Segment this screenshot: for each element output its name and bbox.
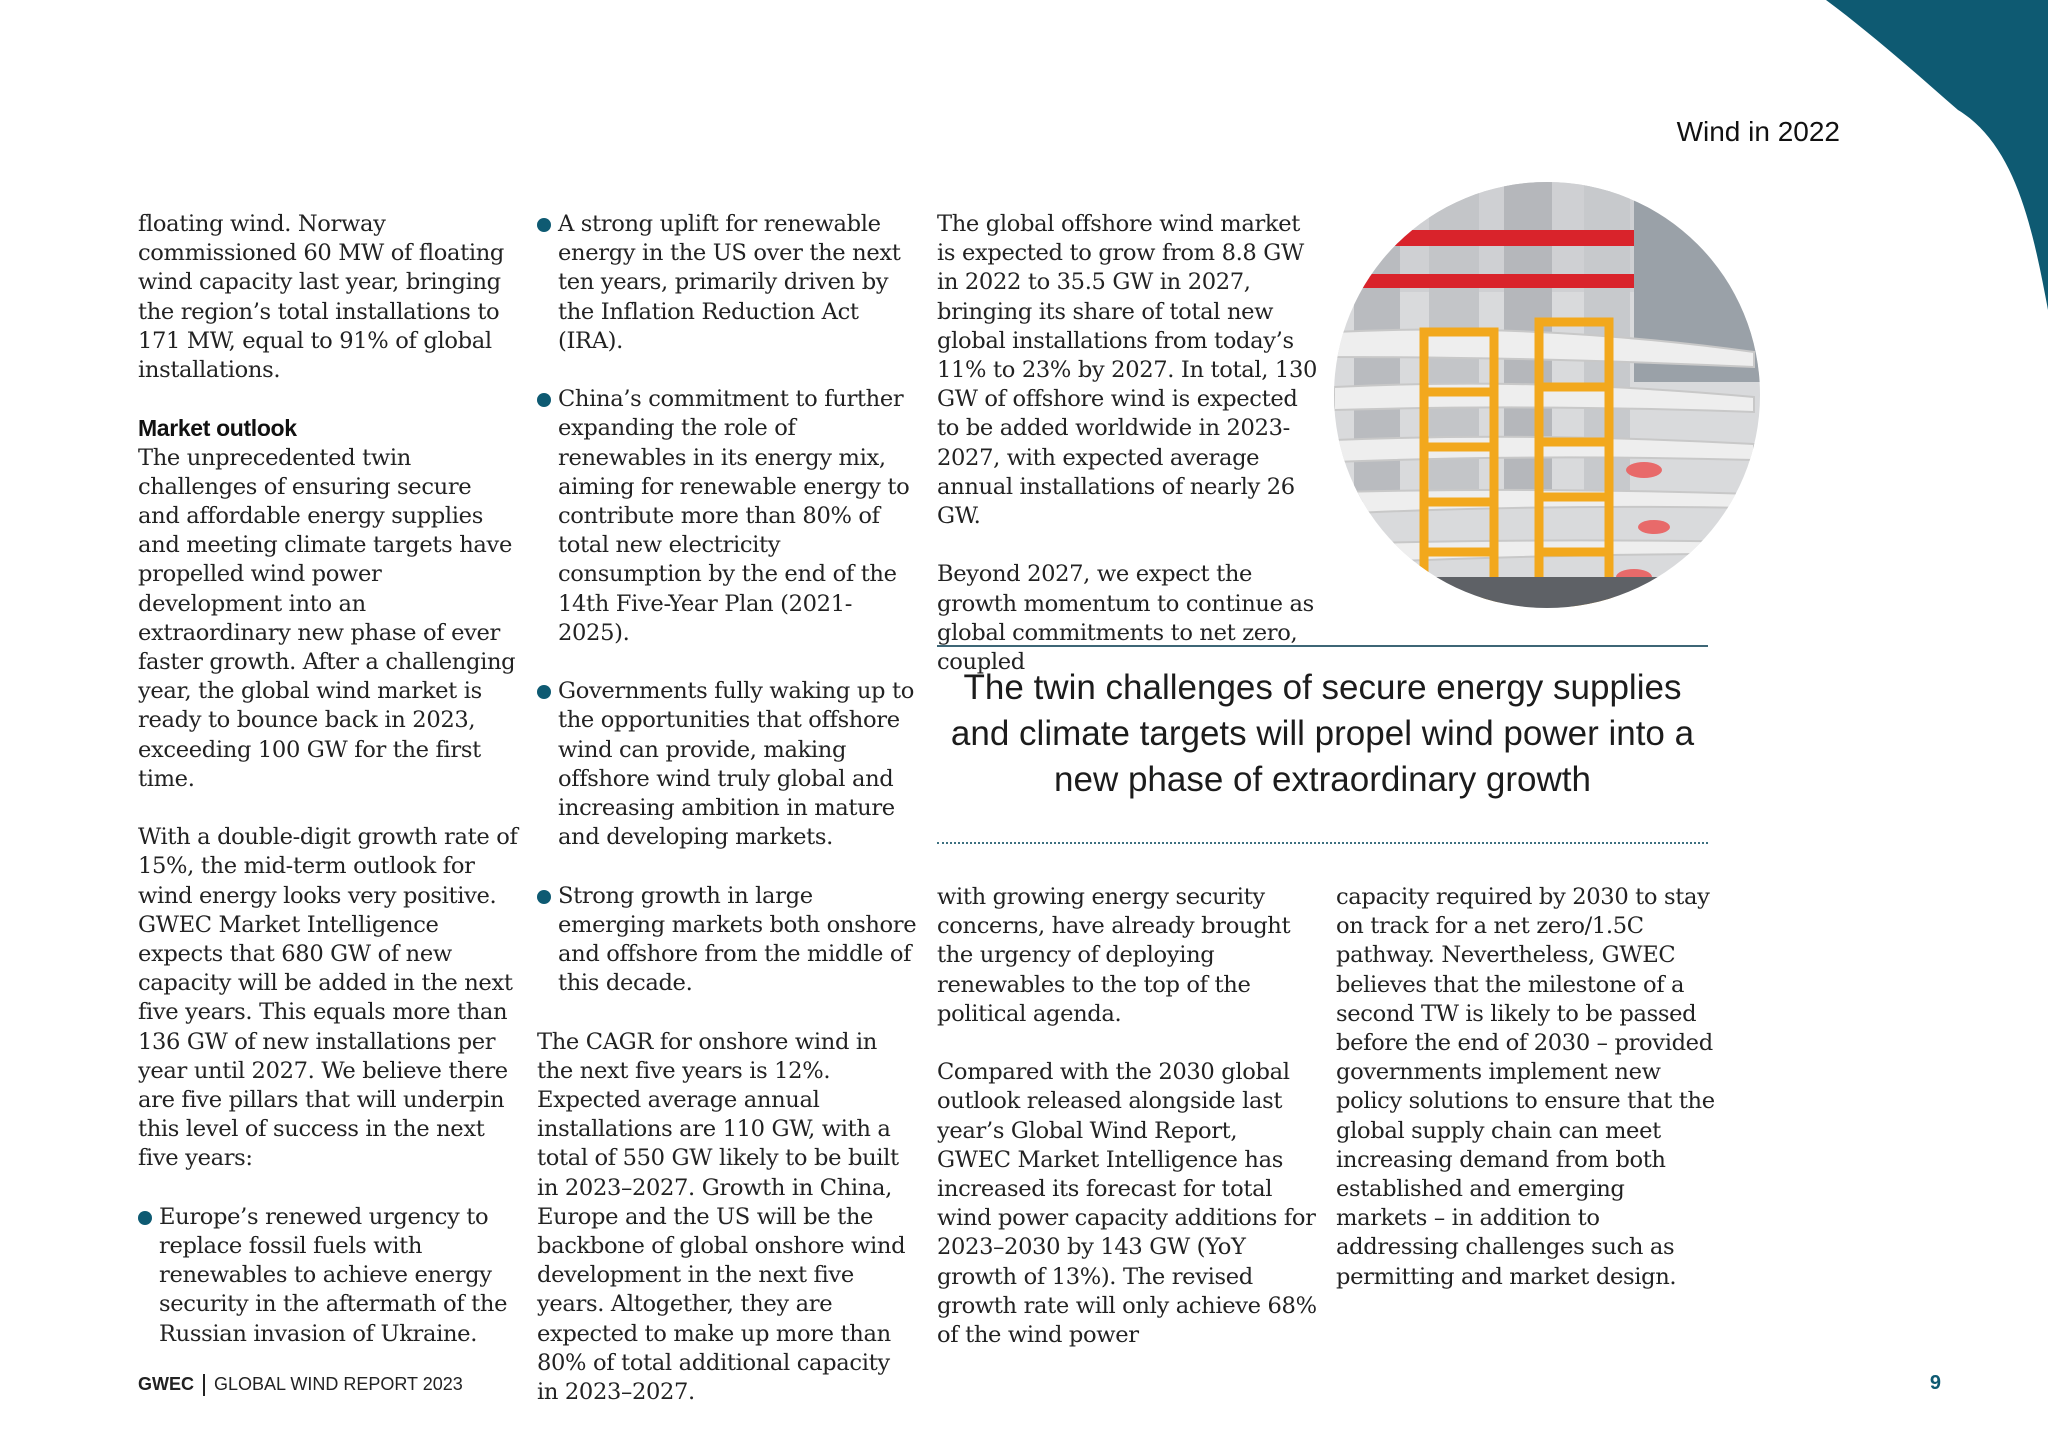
bullet-list [537, 210, 917, 998]
section-title: Wind in 2022 [1676, 116, 1840, 147]
quote-divider-top [937, 645, 1708, 647]
paragraph: Beyond 2027, we expect the growth momentum to continue as global commitments to net zero, coupled [937, 561, 1314, 676]
paragraph: The global offshore wind market is expected to grow from 8.8 GW in 2022 to 35.5 GW in 2027, bringing its share of total new global installations from today’s 11% to 23% by 2027. In total, 130 GW of offshore wind is expected to be added worldwide in 2023-2027, with expected average annual installations of nearly 26 GW. [937, 211, 1317, 530]
bullet-item: Governments fully waking up to the opportunities that offshore wind can provide, making offshore wind truly global and increasing ambition in mature and developing markets. [537, 677, 917, 852]
bullet-list [138, 1203, 518, 1349]
bullet-item: Europe’s renewed urgency to replace fossil fuels with renewables to achieve energy security in the aftermath of the Russian invasion of Ukraine. [138, 1203, 518, 1349]
pull-quote: The twin challenges of secure energy supplies and climate targets will propel wind power into a new phase of extraordinary growth [950, 668, 1695, 799]
paragraph: The CAGR for onshore wind in the next five years is 12%. Expected average annual installations are 110 GW, with a total of 550 GW likely to be built in 2023–2027. Growth in China, Europe and the US will be the backbone of global onshore wind development in the next five years. Altogether, they are expected to make up more than 80% of total additional capacity in 2023–2027. [537, 1028, 906, 1406]
text-column-1 [138, 210, 518, 1378]
bullet-item: China’s commitment to further expanding the role of renewables in its energy mix, aiming for renewable energy to contribute more than 80% of total new electricity consumption by the end of the 14th Five-Year Plan (2021-2025). [537, 385, 917, 648]
text-column-3-bottom [937, 883, 1317, 1350]
paragraph: floating wind. Norway commissioned 60 MW of floating wind capacity last year, bringing the region’s total installations to 171 MW, equal to 91% of global installations. [138, 211, 505, 384]
paragraph: With a double-digit growth rate of 15%, the mid-term outlook for wind energy looks very positive. GWEC Market Intelligence expects that 680 GW of new capacity will be added in the next five years. This equals more than 136 GW of new installations per year until 2027. We believe there are five pillars that will underpin this level of success in the next five years: [138, 824, 518, 1172]
quote-divider-bottom [937, 842, 1708, 844]
paragraph: The unprecedented twin challenges of ensuring secure and affordable energy supplies and meeting climate targets have propelled wind power development into an extraordinary new phase of ever faster growth. After a challenging year, the global wind market is ready to bounce back in 2023, exceeding 100 GW for the first time. [138, 444, 516, 792]
corner-decoration [1748, 0, 2048, 310]
bullet-item: A strong uplift for renewable energy in the US over the next ten years, primarily driven by the Inflation Reduction Act (IRA). [537, 210, 917, 356]
text-column-2 [537, 210, 917, 1407]
text-column-3-top [937, 210, 1317, 677]
paragraph: with growing energy security concerns, have already brought the urgency of deploying renewables to the top of the political agenda. [937, 884, 1291, 1027]
paragraph: capacity required by 2030 to stay on track for a net zero/1.5C pathway. Nevertheless, GWEC believes that the milestone of a second TW is likely to be passed before the end of 2030 – provided governments implement new policy solutions to ensure that the global supply chain can meet increasing demand from both established and emerging markets – in addition to addressing challenges such as permitting and market design. [1336, 884, 1715, 1290]
bullet-item: Strong growth in large emerging markets both onshore and offshore from the middle of this decade. [537, 882, 917, 999]
section-heading: Market outlook [138, 415, 297, 442]
footer-separator [203, 1374, 205, 1396]
footer-brand: GWEC [138, 1374, 194, 1394]
text-column-4 [1336, 883, 1716, 1292]
page-number: 9 [1929, 1372, 1941, 1394]
footer-credit [138, 1374, 463, 1396]
paragraph: Compared with the 2030 global outlook released alongside last year’s Global Wind Report, GWEC Market Intelligence has increased its forecast for total wind power capacity additions for 2023–2030 by 143 GW (YoY growth of 13%). The revised growth rate will only achieve 68% of the wind power [937, 1059, 1317, 1349]
turbine-blades-photo [1334, 182, 1760, 608]
footer-report-title: GLOBAL WIND REPORT 2023 [214, 1374, 463, 1394]
